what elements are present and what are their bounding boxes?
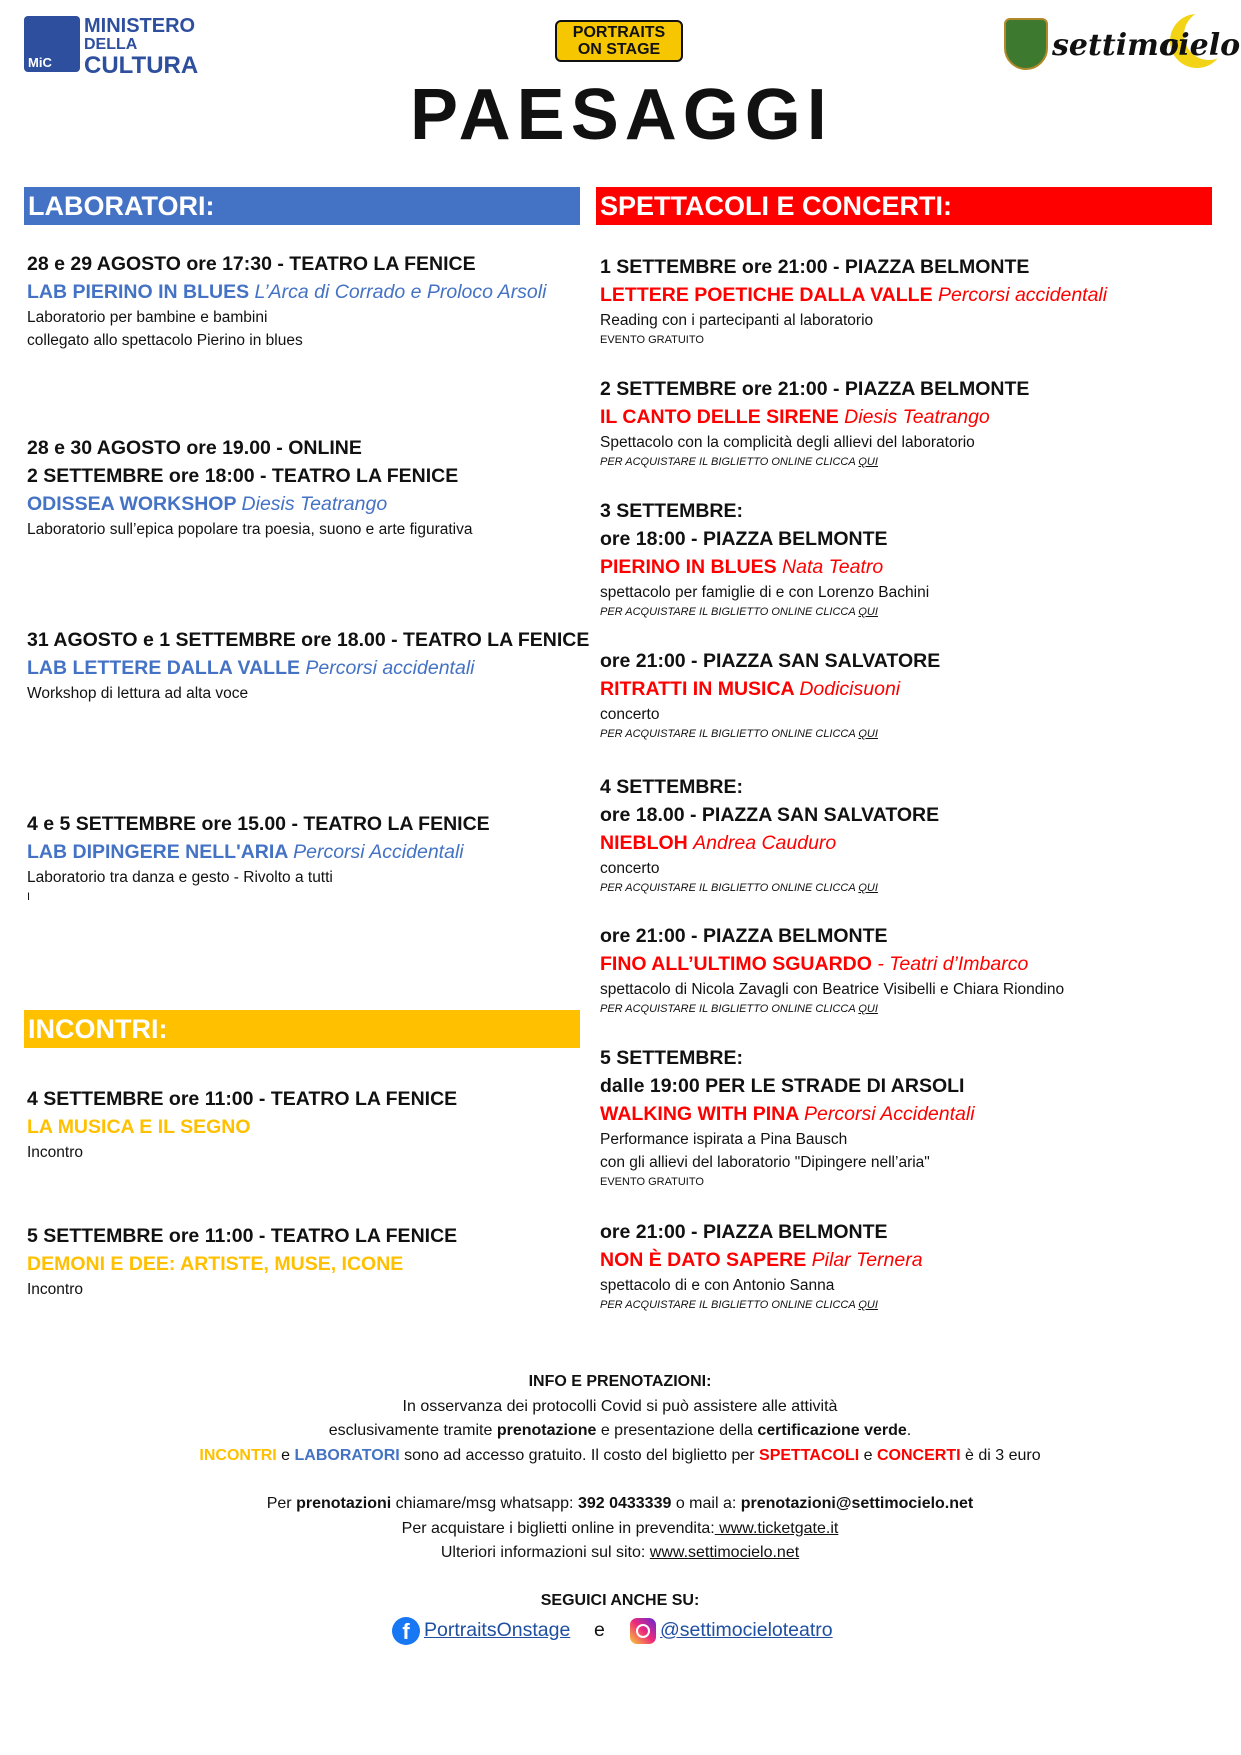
cielo-logo-text: cielo [1160, 28, 1241, 63]
festival-title: PAESAGGI [410, 75, 833, 155]
instagram-link[interactable]: @settimocieloteatro [630, 1614, 833, 1646]
info-block [150, 1370, 1090, 1566]
event-company: Andrea Cauduro [693, 832, 837, 854]
ticketgate-link[interactable]: www.ticketgate.it [714, 1519, 839, 1537]
event-title: LAB PIERINO IN BLUES L’Arca di Corrado e Proloco Arsoli [27, 281, 547, 303]
event-desc: Laboratorio tra danza e gesto - Rivolto a tutti [27, 869, 333, 886]
info-line5: Per acquistare i biglietti online in prevendita: www.ticketgate.it [401, 1519, 839, 1537]
event-desc: Incontro [27, 1144, 84, 1161]
portraits-on-stage-logo [555, 20, 683, 62]
ticket-link[interactable]: QUI [858, 1299, 878, 1311]
follow-heading: SEGUICI ANCHE SU: [540, 1592, 700, 1609]
event-desc: Reading con i partecipanti al laboratorio [600, 312, 874, 329]
event-desc: Laboratorio per bambine e bambini [27, 309, 268, 326]
event-desc: spettacolo di e con Antonio Sanna [600, 1277, 835, 1294]
event-when: 5 SETTEMBRE ore 11:00 - TEATRO LA FENICE [27, 1225, 458, 1247]
event-when: ore 18:00 - PIAZZA BELMONTE [600, 528, 888, 550]
mic-badge-text: MiC [28, 55, 52, 70]
event-company: Pilar Ternera [811, 1249, 923, 1271]
ticket-line: PER ACQUISTARE IL BIGLIETTO ONLINE CLICCA QUI [600, 1003, 878, 1015]
ticket-link[interactable]: QUI [858, 882, 878, 894]
event-when: ore 21:00 - PIAZZA BELMONTE [600, 925, 888, 947]
event-when: 5 SETTEMBRE: [600, 1047, 744, 1069]
ticket-line: PER ACQUISTARE IL BIGLIETTO ONLINE CLICCA QUI [600, 728, 878, 740]
info-line1: In osservanza dei protocolli Covid si può assistere alle attività [402, 1397, 838, 1415]
info-line6: Ulteriori informazioni sul sito: www.settimocielo.net [440, 1544, 800, 1561]
facebook-link[interactable]: f PortraitsOnstage [392, 1614, 570, 1646]
event-company: Dodicisuoni [799, 678, 901, 700]
social-conj: e [594, 1619, 605, 1641]
show-event-1 [600, 253, 1107, 348]
arsoli-crest-icon [1004, 18, 1048, 70]
event-company: Diesis Teatrango [844, 406, 990, 428]
show-event-6 [600, 922, 1064, 1017]
event-desc: spettacolo di Nicola Zavagli con Beatrice Visibelli e Chiara Riondino [600, 981, 1065, 998]
mic-line2: DELLA [84, 36, 138, 53]
show-event-5 [600, 773, 939, 896]
settimo-logo-text: settimo [1052, 28, 1179, 63]
event-when: 31 AGOSTO e 1 SETTEMBRE ore 18.00 - TEATRO LA FENICE [27, 629, 590, 651]
event-company: - Teatri d’Imbarco [877, 953, 1029, 975]
ticket-link[interactable]: QUI [858, 1003, 878, 1015]
ticket-line: PER ACQUISTARE IL BIGLIETTO ONLINE CLICCA QUI [600, 606, 878, 618]
info-line2: esclusivamente tramite prenotazione e presentazione della certificazione verde. [328, 1422, 912, 1439]
event-company: Diesis Teatrango [241, 493, 388, 515]
lab-event-1 [27, 250, 546, 352]
event-when: ore 21:00 - PIAZZA BELMONTE [600, 1221, 888, 1243]
show-event-3 [600, 497, 929, 620]
event-when: dalle 19:00 PER LE STRADE DI ARSOLI [600, 1075, 965, 1097]
event-title: FINO ALL’ULTIMO SGUARDO - Teatri d’Imbarco [600, 953, 1029, 975]
incontri-heading: INCONTRI: [24, 1010, 580, 1048]
ticket-link[interactable]: QUI [858, 728, 878, 740]
website-link[interactable]: www.settimocielo.net [649, 1544, 800, 1561]
ticket-line: PER ACQUISTARE IL BIGLIETTO ONLINE CLICCA QUI [600, 1299, 878, 1311]
event-desc: collegato allo spettacolo Pierino in blues [27, 332, 303, 349]
event-title: LAB LETTERE DALLA VALLE Percorsi accidentali [27, 657, 475, 679]
mic-line3: CULTURA [84, 52, 199, 79]
event-company: Percorsi accidentali [305, 657, 475, 679]
event-when: 28 e 30 AGOSTO ore 19.00 - ONLINE [27, 437, 362, 459]
event-desc: Workshop di lettura ad alta voce [27, 685, 249, 702]
portraits-line2: ON STAGE [577, 41, 661, 58]
event-when: ore 18.00 - PIAZZA SAN SALVATORE [600, 804, 940, 826]
event-title: RITRATTI IN MUSICA Dodicisuoni [600, 678, 901, 700]
phone-number[interactable]: 392 0433339 [577, 1495, 672, 1512]
spettacoli-heading: SPETTACOLI E CONCERTI: [596, 187, 1212, 225]
lab-event-3 [27, 626, 589, 705]
event-title: IL CANTO DELLE SIRENE Diesis Teatrango [600, 406, 990, 428]
ministero-cultura-logo [24, 15, 209, 79]
event-title: DEMONI E DEE: ARTISTE, MUSE, ICONE [27, 1253, 404, 1275]
facebook-icon: f [392, 1617, 420, 1645]
event-desc: con gli allievi del laboratorio "Dipingere nell’aria" [600, 1154, 930, 1171]
event-when: 4 SETTEMBRE: [600, 776, 744, 798]
event-when: 4 e 5 SETTEMBRE ore 15.00 - TEATRO LA FENICE [27, 813, 490, 835]
email-link[interactable]: prenotazioni@settimocielo.net [740, 1495, 974, 1512]
event-when: 4 SETTEMBRE ore 11:00 - TEATRO LA FENICE [27, 1088, 458, 1110]
event-company: Nata Teatro [782, 556, 884, 578]
incontro-event-2 [27, 1222, 457, 1301]
event-when: 1 SETTEMBRE ore 21:00 - PIAZZA BELMONTE [600, 256, 1030, 278]
show-event-4 [600, 647, 940, 742]
lab-event-2 [27, 434, 472, 541]
event-when: 2 SETTEMBRE ore 18:00 - TEATRO LA FENICE [27, 465, 459, 487]
ticket-line: PER ACQUISTARE IL BIGLIETTO ONLINE CLICCA QUI [600, 456, 878, 468]
event-desc: spettacolo per famiglie di e con Lorenzo Bachini [600, 584, 930, 601]
event-desc: Incontro [27, 1281, 84, 1298]
event-when: ore 21:00 - PIAZZA SAN SALVATORE [600, 650, 941, 672]
event-company: Percorsi Accidentali [804, 1103, 975, 1125]
event-desc: concerto [600, 860, 660, 877]
event-company: Percorsi accidentali [938, 284, 1108, 306]
mic-badge-icon [24, 16, 80, 72]
show-event-7 [600, 1044, 975, 1190]
event-desc: Laboratorio sull’epica popolare tra poesia, suono e arte figurativa [27, 521, 473, 538]
event-when: 2 SETTEMBRE ore 21:00 - PIAZZA BELMONTE [600, 378, 1030, 400]
event-desc: Performance ispirata a Pina Bausch [600, 1131, 848, 1148]
event-title: PIERINO IN BLUES Nata Teatro [600, 556, 884, 578]
event-title: LETTERE POETICHE DALLA VALLE Percorsi accidentali [600, 284, 1108, 306]
info-line4: Per prenotazioni chiamare/msg whatsapp: 392 0433339 o mail a: prenotazioni@settimocielo.net [266, 1495, 974, 1512]
laboratori-heading: LABORATORI: [24, 187, 580, 225]
event-desc: concerto [600, 706, 660, 723]
show-event-8 [600, 1218, 923, 1313]
event-title: ODISSEA WORKSHOP Diesis Teatrango [27, 493, 388, 515]
portraits-line1: PORTRAITS [572, 24, 666, 41]
event-title: NON È DATO SAPERE Pilar Ternera [600, 1249, 923, 1271]
ticket-link[interactable]: QUI [858, 606, 878, 618]
incontro-event-1 [27, 1085, 457, 1164]
ticket-line: PER ACQUISTARE IL BIGLIETTO ONLINE CLICCA QUI [600, 882, 878, 894]
event-note: EVENTO GRATUITO [600, 1176, 704, 1188]
event-note: EVENTO GRATUITO [600, 334, 704, 346]
event-desc: I [27, 891, 31, 903]
event-company: L’Arca di Corrado e Proloco Arsoli [254, 281, 547, 303]
event-desc: Spettacolo con la complicità degli allievi del laboratorio [600, 434, 975, 451]
mic-line1: MINISTERO [84, 15, 196, 37]
event-company: Percorsi Accidentali [293, 841, 464, 863]
show-event-2 [600, 375, 1029, 470]
event-title: WALKING WITH PINA Percorsi Accidentali [600, 1103, 975, 1125]
instagram-icon [630, 1618, 656, 1644]
event-title: NIEBLOH Andrea Cauduro [600, 832, 837, 854]
event-when: 3 SETTEMBRE: [600, 500, 744, 522]
ticket-link[interactable]: QUI [858, 456, 878, 468]
event-title: LAB DIPINGERE NELL'ARIA Percorsi Accidentali [27, 841, 464, 863]
event-when: 28 e 29 AGOSTO ore 17:30 - TEATRO LA FENICE [27, 253, 476, 275]
event-title: LA MUSICA E IL SEGNO [27, 1116, 251, 1138]
lab-event-4 [27, 810, 490, 905]
info-heading: INFO E PRENOTAZIONI: [528, 1373, 712, 1390]
info-line3: INCONTRI e LABORATORI sono ad accesso gratuito. Il costo del biglietto per SPETTACOLI e CONCERTI è di 3 euro [199, 1446, 1041, 1464]
